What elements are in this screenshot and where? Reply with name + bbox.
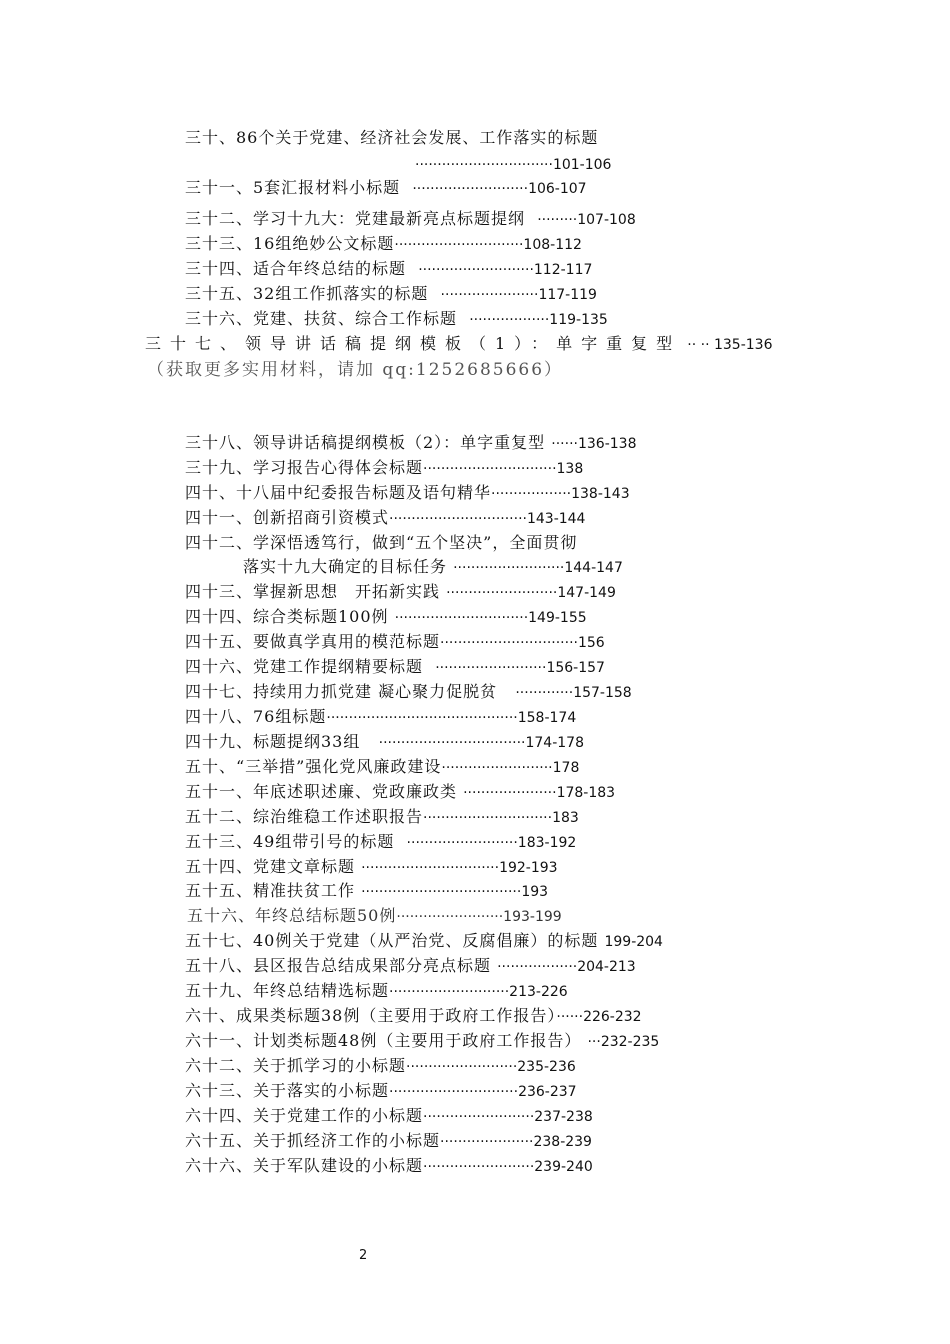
toc-entry: 四十三、掌握新思想 开拓新实践 ·························147-149 [185, 582, 616, 601]
toc-entry: 三十五、32组工作抓落实的标题 ······················117-119 [185, 284, 597, 303]
toc-entry: 六十三、关于落实的小标题·····························236-237 [185, 1081, 577, 1100]
toc-entry: 五十八、县区报告总结成果部分亮点标题 ··················204-213 [185, 956, 636, 975]
toc-entry: 五十三、49组带引号的标题 ·························183-192 [185, 832, 577, 851]
toc-entry: 三十一、5套汇报材料小标题 ··························106-107 [185, 178, 587, 197]
toc-entry: 四十九、标题提纲33组 ·································174-178 [185, 732, 584, 751]
toc-entry: 六十一、计划类标题48例（主要用于政府工作报告） ···232-235 [185, 1031, 660, 1050]
toc-entry: 四十五、要做真学真用的模范标题·······························156 [185, 632, 605, 651]
toc-entry: 三十八、领导讲话稿提纲模板（2）：单字重复型 ······136-138 [185, 433, 637, 452]
toc-entry: 六十、成果类标题38例（主要用于政府工作报告）······226-232 [185, 1006, 642, 1025]
toc-entry: 三十九、学习报告心得体会标题······························138 [185, 458, 584, 477]
toc-entry: 六十六、关于军队建设的小标题·························239-240 [185, 1156, 593, 1175]
toc-entry: 六十五、关于抓经济工作的小标题·····················238-239 [185, 1131, 592, 1150]
toc-entry: 四十、十八届中纪委报告标题及语句精华··················138-143 [185, 483, 630, 502]
toc-entry: 三十三、16组绝妙公文标题·····························108-112 [185, 234, 582, 253]
toc-entry: 五十、“三举措”强化党风廉政建设·························178 [185, 757, 580, 776]
toc-entry: 四十七、持续用力抓党建 凝心聚力促脱贫 ·············157-158 [185, 682, 632, 701]
toc-entry: 三十、86个关于党建、经济社会发展、工作落实的标题 [185, 128, 599, 147]
toc-entry: 五十六、年终总结标题50例························193-199 [187, 906, 562, 925]
toc-entry: 四十一、创新招商引资模式·······························143-144 [185, 508, 586, 527]
toc-entry: 六十二、关于抓学习的小标题·························235-236 [185, 1056, 576, 1075]
toc-entry: 四十八、76组标题···········································158-174 [185, 707, 577, 726]
toc-entry: 五十九、年终总结精选标题···························213-226 [185, 981, 568, 1000]
page-number: 2 [359, 1248, 368, 1263]
toc-entry: 五十一、年底述职述廉、党政廉政类 ·····················178-183 [185, 782, 616, 801]
toc-entry: 五十四、党建文章标题 ·······························192-193 [185, 857, 558, 876]
toc-entry: 四十四、综合类标题100例 ······························149-155 [185, 607, 587, 626]
toc-entry: ·······························101-106 [415, 157, 612, 173]
toc-entry: 落实十九大确定的目标任务 ·························144-147 [243, 557, 623, 576]
toc-entry: 四十六、党建工作提纲精要标题 ·························156-157 [185, 657, 605, 676]
toc-entry: 三十六、党建、扶贫、综合工作标题 ··················119-135 [185, 309, 608, 328]
contact-note: （获取更多实用材料，请加 qq:1252685666） [147, 360, 564, 380]
toc-entry: 三十二、学习十九大：党建最新亮点标题提纲 ·········107-108 [185, 209, 636, 228]
toc-entry: 三十七、领导讲话稿提纲模板（1）：单字重复型 ·· ·· 135-136 [145, 334, 773, 353]
toc-entry: 六十四、关于党建工作的小标题·························237-238 [185, 1106, 593, 1125]
toc-entry: 五十五、精准扶贫工作 ····································193 [185, 881, 549, 900]
toc-entry: 五十七、40例关于党建（从严治党、反腐倡廉）的标题 199-204 [185, 931, 663, 950]
toc-entry: 五十二、综治维稳工作述职报告·····························183 [185, 807, 579, 826]
toc-entry: 三十四、适合年终总结的标题 ··························112-117 [185, 259, 593, 278]
toc-entry: 四十二、学深悟透笃行，做到“五个坚决”，全面贯彻 [185, 533, 578, 552]
